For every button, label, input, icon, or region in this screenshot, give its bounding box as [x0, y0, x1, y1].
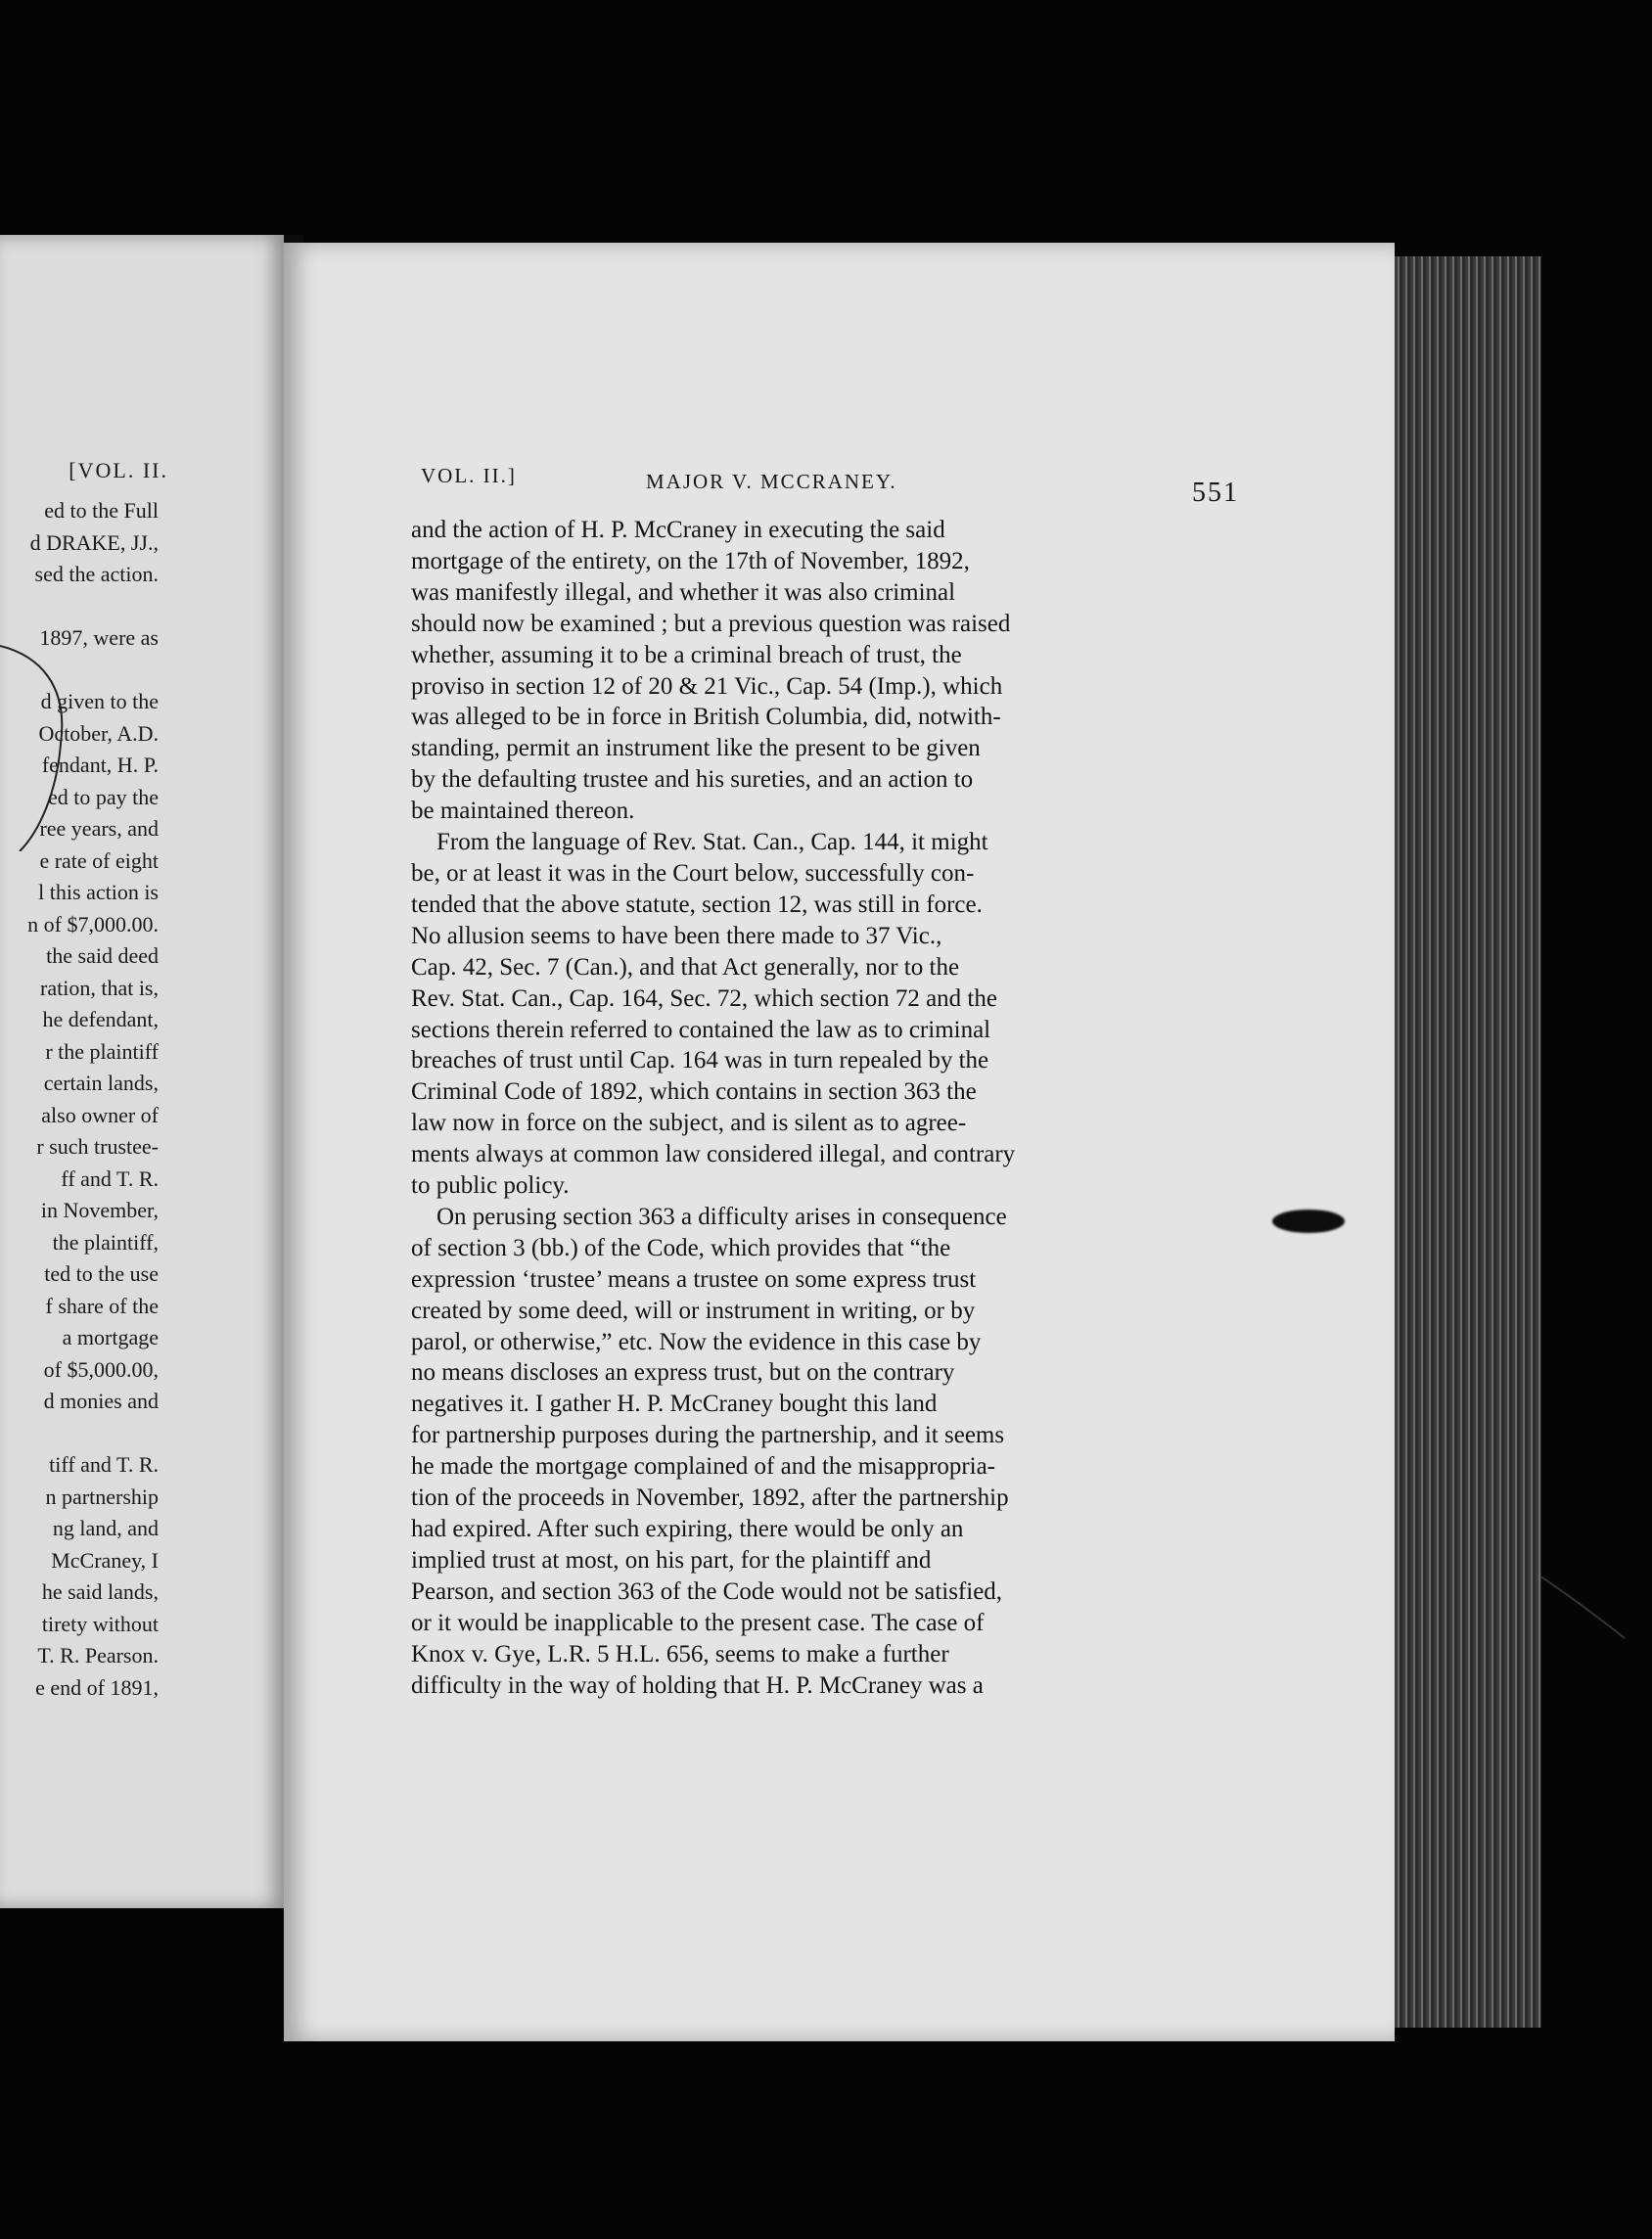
left-text-line: he defendant,	[42, 1007, 159, 1031]
left-text-line: a mortgage	[62, 1325, 159, 1349]
text-line: be, or at least it was in the Court below, successfully con-	[411, 859, 975, 887]
left-text-line: in November,	[40, 1198, 159, 1222]
left-text-line: T. R. Pearson.	[37, 1643, 159, 1668]
left-text-line: r such trustee-	[36, 1134, 159, 1159]
left-running-head: [VOL. II.	[69, 458, 168, 482]
left-text-line: tiff and T. R.	[49, 1452, 159, 1477]
case-title: MAJOR V. MCCRANEY.	[646, 470, 897, 493]
left-text-line: r the plaintiff	[45, 1038, 159, 1064]
left-text-line: ted to the use	[44, 1261, 159, 1286]
ink-blot	[1272, 1210, 1345, 1233]
text-line: by the defaulting trustee and his sureties, and an action to	[411, 766, 974, 794]
page-edges	[1395, 256, 1541, 2028]
text-line: standing, permit an instrument like the present to be given	[411, 735, 981, 762]
text-line: breaches of trust until Cap. 164 was in turn repealed by the	[411, 1047, 989, 1074]
left-text-line: n partnership	[45, 1484, 159, 1509]
text-line: to public policy.	[411, 1172, 570, 1200]
text-line: implied trust at most, on his part, for the plaintiff and	[411, 1546, 932, 1574]
text-line: was alleged to be in force in British Columbia, did, notwith-	[411, 704, 1001, 731]
left-text-line: sed the action.	[34, 562, 159, 586]
left-text-line: tirety without	[41, 1611, 159, 1636]
text-line: he made the mortgage complained of and the misappropria-	[411, 1453, 996, 1481]
text-line: From the language of Rev. Stat. Can., Cap. 144, it might	[436, 829, 988, 856]
text-line: no means discloses an express trust, but on the contrary	[411, 1359, 955, 1387]
left-text-line: the said deed	[46, 943, 159, 968]
text-line: tion of the proceeds in November, 1892, after the partnership	[411, 1485, 1009, 1512]
left-text-line	[27, 591, 159, 623]
left-text-line: ed to pay the	[47, 784, 159, 809]
text-line: was manifestly illegal, and whether it was also criminal	[411, 578, 956, 606]
left-text-line	[27, 1418, 159, 1450]
text-line: Criminal Code of 1892, which contains in section 363 the	[411, 1078, 977, 1106]
text-line: of section 3 (bb.) of the Code, which provides that “the	[411, 1234, 951, 1261]
text-line: Rev. Stat. Can., Cap. 164, Sec. 72, which section 72 and the	[411, 984, 997, 1012]
text-line: parol, or otherwise,” etc. Now the evidence in this case by	[411, 1328, 982, 1355]
left-text-line: he said lands,	[41, 1579, 159, 1604]
left-text-line: ration, that is,	[40, 975, 159, 1000]
text-line: negatives it. I gather H. P. McCraney bought this land	[411, 1391, 938, 1418]
left-text-line: of $5,000.00,	[43, 1356, 159, 1382]
left-text-line: d given to the	[40, 689, 159, 713]
left-text-line: ff and T. R.	[61, 1165, 159, 1191]
running-head	[421, 464, 1398, 508]
left-text-line: f share of the	[45, 1293, 159, 1318]
text-line: Pearson, and section 363 of the Code would not be satisfied,	[411, 1577, 1003, 1605]
text-line: for partnership purposes during the partnership, and it seems	[411, 1422, 1005, 1449]
text-line: had expired. After such expiring, there would be only an	[411, 1516, 964, 1542]
left-text-line: certain lands,	[43, 1071, 159, 1095]
left-text-line: ed to the Full	[44, 498, 159, 523]
text-line: tended that the above statute, section 12, was still in force.	[411, 891, 983, 918]
text-line: No allusion seems to have been there made to 37 Vic.,	[411, 922, 942, 949]
left-text-line: McCraney, I	[51, 1547, 159, 1573]
left-text-line: ng land, and	[52, 1516, 159, 1540]
left-text-line: the plaintiff,	[52, 1229, 159, 1255]
text-line: or it would be inapplicable to the present case. The case of	[411, 1609, 985, 1636]
text-line: whether, assuming it to be a criminal breach of trust, the	[411, 641, 962, 668]
text-line: be maintained thereon.	[411, 798, 635, 825]
left-text-line: e end of 1891,	[35, 1674, 159, 1700]
text-line: Cap. 42, Sec. 7 (Can.), and that Act generally, nor to the	[411, 953, 960, 981]
text-line: created by some deed, will or instrument in writing, or by	[411, 1297, 976, 1324]
left-text-column	[27, 495, 159, 1704]
text-line: proviso in section 12 of 20 & 21 Vic., Cap. 54 (Imp.), which	[411, 672, 1003, 700]
left-text-line: e rate of eight	[39, 847, 159, 873]
text-line: expression ‘trustee’ means a trustee on some express trust	[411, 1265, 977, 1293]
left-text-line: ree years, and	[39, 816, 159, 841]
page-number: 551	[1192, 478, 1239, 508]
left-text-line: l this action is	[38, 880, 159, 904]
left-text-line: 1897, were as	[39, 625, 159, 650]
text-line: mortgage of the entirety, on the 17th of November, 1892,	[411, 547, 970, 574]
left-text-line: fendant, H. P.	[41, 753, 159, 777]
volume-label: VOL. II.]	[421, 464, 517, 487]
left-text-line: d monies and	[43, 1389, 159, 1413]
text-line: ments always at common law considered illegal, and contrary	[411, 1141, 1016, 1168]
text-line: difficulty in the way of holding that H. P. McCraney was a	[411, 1671, 984, 1699]
right-page	[284, 243, 1395, 2041]
left-text-line: n of $7,000.00.	[27, 911, 159, 937]
text-line: should now be examined ; but a previous question was raised	[411, 610, 1011, 637]
text-line: Knox v. Gye, L.R. 5 H.L. 656, seems to make a further	[411, 1640, 949, 1668]
text-line: law now in force on the subject, and is silent as to agree-	[411, 1110, 967, 1137]
text-line: sections therein referred to contained the law as to criminal	[411, 1016, 991, 1043]
text-line: On perusing section 363 a difficulty arises in consequence	[436, 1203, 1007, 1230]
left-text-line: October, A.D.	[38, 720, 159, 746]
main-text-column	[411, 515, 1394, 1701]
left-text-line: d DRAKE, JJ.,	[29, 529, 159, 555]
left-page	[0, 235, 284, 1908]
text-line: and the action of H. P. McCraney in executing the said	[411, 517, 945, 543]
left-text-line: also owner of	[41, 1102, 159, 1127]
left-text-line	[27, 655, 159, 687]
